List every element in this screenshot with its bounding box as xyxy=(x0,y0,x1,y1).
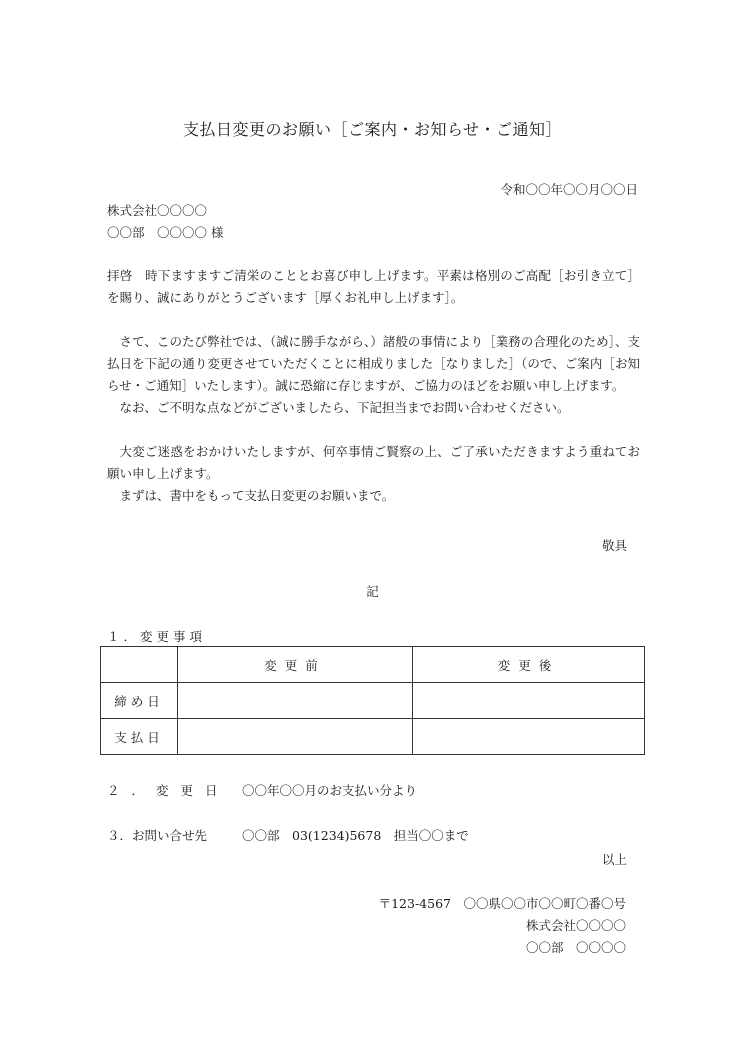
greeting-paragraph: 拝啓 時下ますますご清栄のこととお喜び申し上げます。平素は格別のご高配［お引き立て］を賜り、誠にありがとうございます［厚くお礼申し上げます］。 xyxy=(107,268,640,305)
table-row xyxy=(101,683,645,719)
cell-closing-before xyxy=(178,683,413,719)
cell-payment-after xyxy=(413,719,645,755)
cell-payment-before xyxy=(178,719,413,755)
section3 xyxy=(107,826,469,844)
apology-paragraph: 大変ご迷惑をおかけいたしますが、何卒事情ご賢察の上、ご了承いただきますよう重ねてお願い申し上げます。 xyxy=(107,444,640,481)
closing-ijou: 以上 xyxy=(601,852,627,867)
section2 xyxy=(107,781,417,799)
ki-heading: 記 xyxy=(366,584,379,599)
row-label-payment-date: 支払日 xyxy=(101,719,178,755)
sender-department: 〇〇部 〇〇〇〇 xyxy=(525,940,626,955)
closing-keigu: 敬具 xyxy=(601,538,627,553)
document-date: 令和〇〇年〇〇月〇〇日 xyxy=(500,182,638,197)
table-corner-cell xyxy=(101,647,178,683)
section2-label: ２．変更日 xyxy=(107,783,230,798)
sender-address: 〒123-4567 〇〇県〇〇市〇〇町〇番〇号 xyxy=(378,896,626,911)
letter-body xyxy=(107,265,640,507)
change-table xyxy=(100,646,645,755)
main-paragraph: さて、このたび弊社では、（誠に勝手ながら、）諸般の事情により［業務の合理化のため］、支払日を下記の通り変更させていただくことに相成りました［なりました］（ので、ご案内［お知らせ・ご通知］いたします）。誠に恐縮に存じますが、ご協力のほどをお願い申し上げます。 xyxy=(107,334,640,393)
row-label-closing-date: 締め日 xyxy=(101,683,178,719)
table-row xyxy=(101,719,645,755)
section2-value: 〇〇年〇〇月のお支払い分より xyxy=(242,783,418,798)
document-title: 支払日変更のお願い［ご案内・お知らせ・ご通知］ xyxy=(182,120,563,139)
section1-heading: １．変更事項 xyxy=(107,629,207,644)
table-header-row xyxy=(101,647,645,683)
header-before: 変更前 xyxy=(178,647,413,683)
recipient-person: 〇〇部 〇〇〇〇 様 xyxy=(107,225,224,240)
cell-closing-after xyxy=(413,683,645,719)
section3-label: ３．お問い合せ先 xyxy=(107,828,208,843)
sender-company: 株式会社〇〇〇〇 xyxy=(525,918,626,933)
summary-paragraph: まずは、書中をもって支払日変更のお願いまで。 xyxy=(119,488,395,503)
section3-value: 〇〇部 03(1234)5678 担当〇〇まで xyxy=(242,828,469,843)
recipient-company: 株式会社〇〇〇〇 xyxy=(107,203,208,218)
inquiry-paragraph: なお、ご不明な点などがございましたら、下記担当までお問い合わせください。 xyxy=(119,400,570,415)
header-after: 変更後 xyxy=(413,647,645,683)
